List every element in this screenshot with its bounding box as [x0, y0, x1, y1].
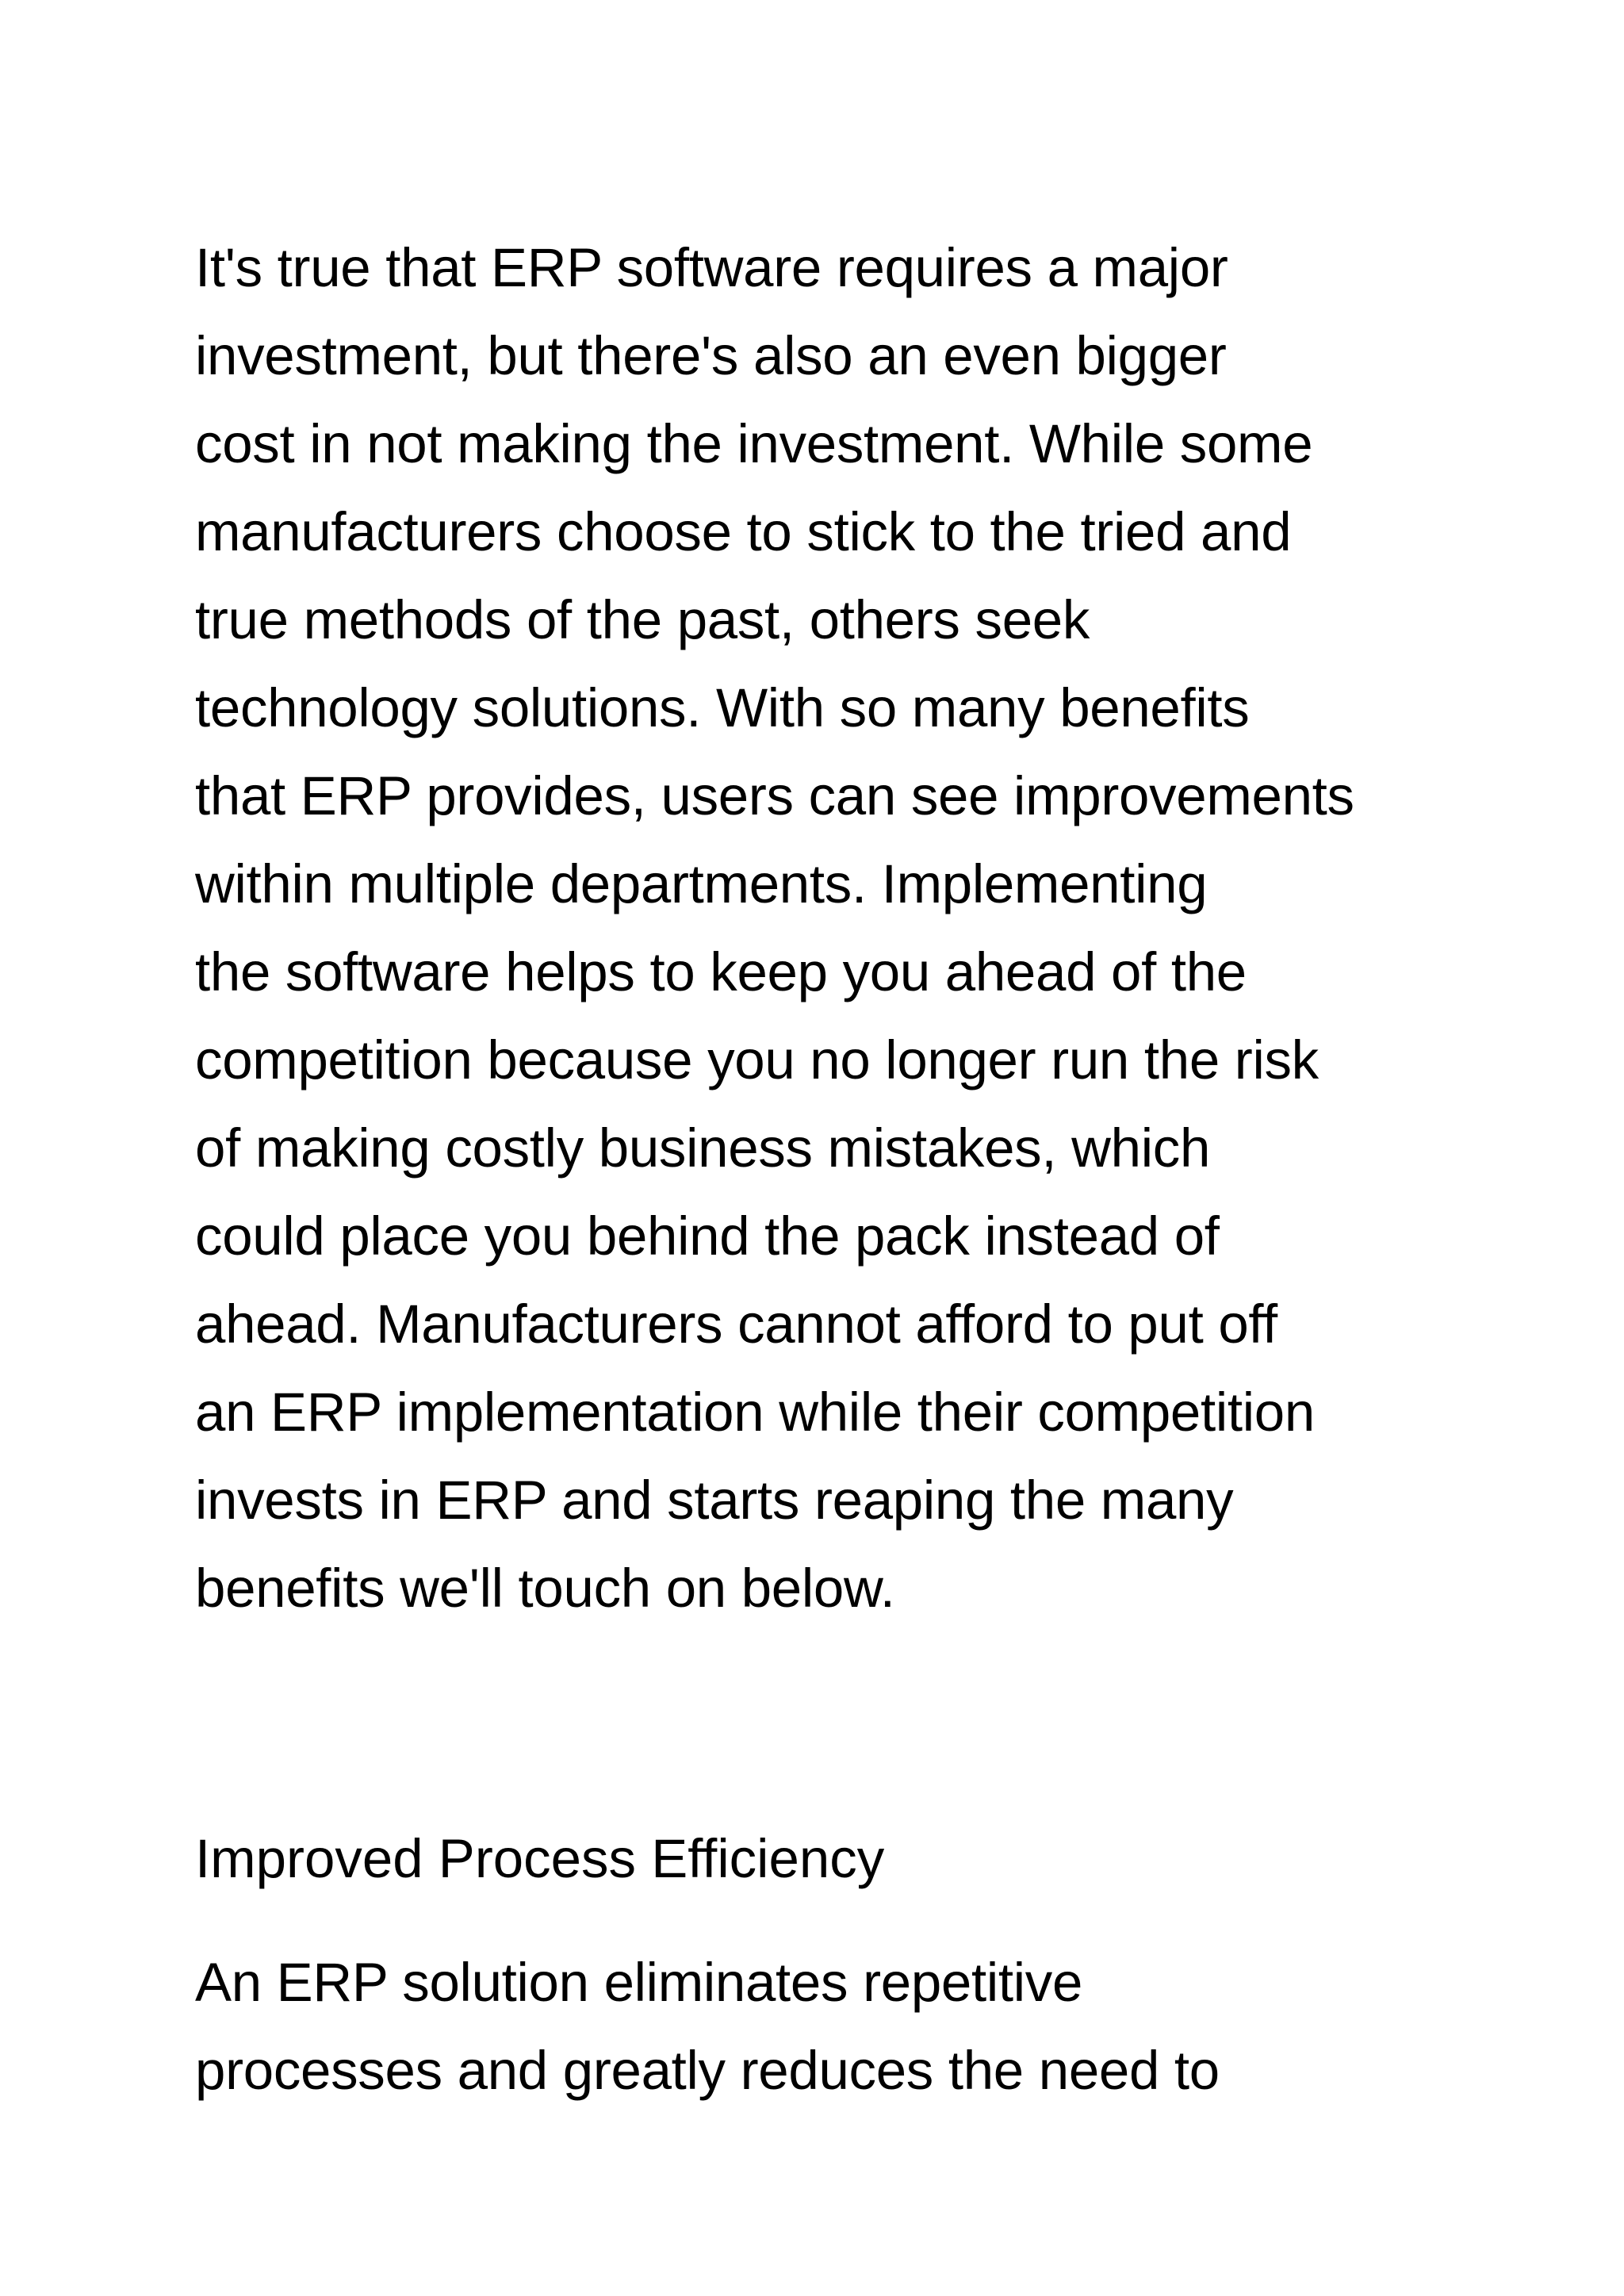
paragraph-line: It's true that ERP software requires a major: [195, 237, 1228, 298]
paragraph-line: manufacturers choose to stick to the tried and: [195, 501, 1292, 562]
paragraph-line: investment, but there's also an even bigger: [195, 325, 1227, 386]
paragraph-line: could place you behind the pack instead of: [195, 1205, 1220, 1267]
paragraph-line: processes and greatly reduces the need to: [195, 2040, 1220, 2101]
paragraph-line: an ERP implementation while their competition: [195, 1382, 1315, 1443]
paragraph-line: technology solutions. With so many benefits: [195, 677, 1250, 738]
intro-paragraph: [195, 224, 1503, 1632]
paragraph-line: within multiple departments. Implementing: [195, 853, 1208, 914]
section-paragraph: [195, 1938, 1503, 2114]
paragraph-line: ahead. Manufacturers cannot afford to put off: [195, 1294, 1277, 1355]
paragraph-line: cost in not making the investment. While some: [195, 413, 1313, 474]
paragraph-line: An ERP solution eliminates repetitive: [195, 1952, 1083, 2013]
paragraph-line: benefits we'll touch on below.: [195, 1558, 895, 1619]
paragraph-line: the software helps to keep you ahead of the: [195, 941, 1247, 1002]
paragraph-line: competition because you no longer run the risk: [195, 1029, 1319, 1091]
paragraph-line: of making costly business mistakes, which: [195, 1117, 1211, 1179]
section-heading: Improved Process Efficiency: [195, 1828, 885, 1889]
paragraph-line: invests in ERP and starts reaping the many: [195, 1470, 1234, 1531]
paragraph-line: that ERP provides, users can see improvements: [195, 765, 1354, 826]
paragraph-line: true methods of the past, others seek: [195, 589, 1090, 650]
